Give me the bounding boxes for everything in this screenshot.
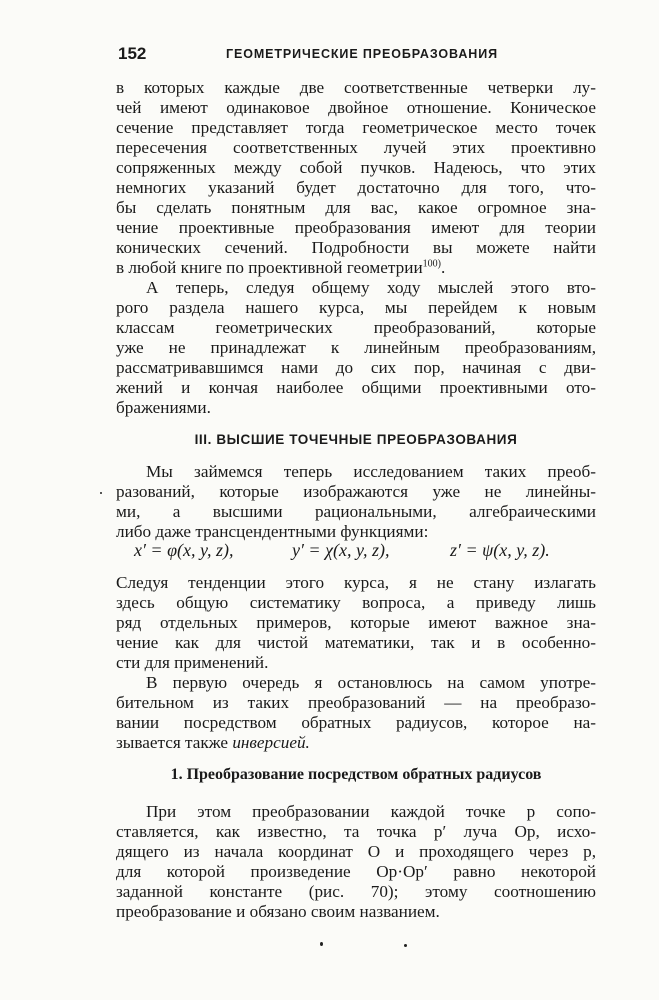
text-line: Следуя тенденции этого курса, я не стану излагать [116, 573, 596, 592]
print-speck [100, 492, 102, 494]
section-heading: III. ВЫСШИЕ ТОЧЕЧНЫЕ ПРЕОБРАЗОВАНИЯ [194, 432, 518, 447]
transformation-formula [116, 540, 596, 566]
text-line: Мы займемся теперь исследованием таких преоб- [146, 462, 596, 481]
text-line: ставляется, как известно, та точка p′ луча Op, исхо- [116, 822, 596, 841]
text-line: вании посредством обратных радиусов, которое на- [116, 713, 596, 732]
text-line: ми, а высшими рациональными, алгебраическими [116, 502, 596, 521]
text-line: А теперь, следуя общему ходу мыслей этого вто- [146, 278, 596, 297]
text-line: сопряженных между собой пучков. Надеюсь, что этих [116, 158, 596, 177]
text-line: жений и кончая наиболее общими проективными ото- [116, 378, 596, 397]
text-fragment: в любой книге по проективной геометрии [116, 258, 423, 277]
text-line: преобразование и обязано своим названием. [116, 902, 440, 921]
text-line: бражениями. [116, 398, 211, 417]
text-line: классам геометрических преобразований, которые [116, 318, 596, 337]
text-line: либо даже трансцендентными функциями: [116, 522, 429, 541]
text-line: ряд отдельных примеров, которые имеют важное зна- [116, 613, 596, 632]
text-fragment: . [440, 258, 446, 277]
text-line: чение как для чистой математики, так и в особенно- [116, 633, 596, 652]
formula-x: x′ = φ(x, y, z), [134, 540, 234, 560]
text-line: чение проективные преобразования имеют для теории [116, 218, 596, 237]
subsection-heading: 1. Преобразование посредством обратных радиусов [170, 766, 542, 783]
text-line: в которых каждые две соответственные четверки лу- [116, 78, 596, 97]
text-line: чей имеют одинаковое двойное отношение. Коническое [116, 98, 596, 117]
text-line: немногих указаний будет достаточно для того, что- [116, 178, 596, 197]
page-header [118, 44, 598, 66]
text-line: конических сечений. Подробности вы можете найти [116, 238, 596, 257]
running-title: ГЕОМЕТРИЧЕСКИЕ ПРЕОБРАЗОВАНИЯ [226, 47, 498, 61]
text-line: заданной константе (рис. 70); этому соотношению [116, 882, 596, 901]
text-line: здесь общую систематику вопроса, а приведу лишь [116, 593, 596, 612]
text-line-with-footnote [116, 258, 596, 278]
formula-z: z′ = ψ(x, y, z). [450, 540, 550, 560]
text-line: сечение представляет тогда геометрическое место точек [116, 118, 596, 137]
formula-y: y′ = χ(x, y, z), [292, 540, 390, 560]
text-line: рого раздела нашего курса, мы перейдем к новым [116, 298, 596, 317]
text-line: При этом преобразовании каждой точке p сопо- [146, 802, 596, 821]
text-line [116, 733, 596, 753]
text-line: В первую очередь я остановлюсь на самом употре- [146, 673, 596, 692]
text-line: разований, которые изображаются уже не линейны- [116, 482, 596, 501]
print-speck [404, 944, 407, 947]
text-line: дящего из начала координат O и проходящего через p, [116, 842, 596, 861]
text-line: бы сделать понятным для вас, какое огромное зна- [116, 198, 596, 217]
text-line: бительном из таких преобразований — на преобразо- [116, 693, 596, 712]
text-line: уже не принадлежат к линейным преобразованиям, [116, 338, 596, 357]
text-line: для которой произведение Op·Op′ равно некоторой [116, 862, 596, 881]
page-number: 152 [118, 44, 147, 63]
text-line: пересечения соответственных лучей этих проективно [116, 138, 596, 157]
text-line: рассматривавшимся нами до сих пор, начиная с дви- [116, 358, 596, 377]
print-speck [320, 942, 323, 946]
text-fragment: зывается также [116, 733, 233, 752]
italic-term: инверсией. [232, 733, 310, 752]
footnote-reference: 100) [422, 258, 441, 270]
text-line: сти для применений. [116, 653, 269, 672]
